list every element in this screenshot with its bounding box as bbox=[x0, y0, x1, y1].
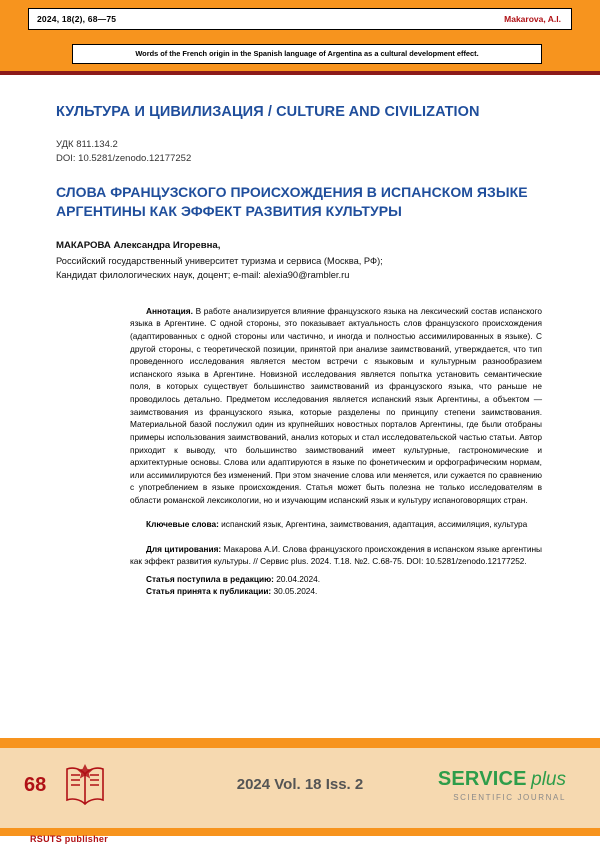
publisher-name: RSUTS publisher bbox=[30, 834, 109, 844]
section-heading: КУЛЬТУРА И ЦИВИЛИЗАЦИЯ / CULTURE AND CIVILIZATION bbox=[56, 104, 480, 120]
identifier-block bbox=[56, 138, 544, 167]
running-author: Makarova, A.I. bbox=[504, 14, 561, 24]
article-content bbox=[0, 78, 600, 598]
keywords-paragraph bbox=[130, 518, 542, 530]
top-orange-bar bbox=[0, 0, 600, 38]
received-date: 20.04.2024. bbox=[273, 573, 321, 584]
author-affiliation-2: Кандидат филологических наук, доцент; e-mail: alexia90@rambler.ru bbox=[56, 270, 350, 281]
citation-body: Макарова А.И. Слова французского происхождения в испанском языке аргентины как эффект развития культуры. // Сервис plus. 2024. Т.18. №2. С.68-75. DOI: 10.5281/zenodo.12177252. bbox=[130, 543, 542, 567]
abstract-paragraph bbox=[130, 305, 542, 507]
author-block bbox=[56, 239, 544, 283]
udk-code: УДК 811.134.2 bbox=[56, 139, 118, 150]
author-name: МАКАРОВА Александра Игоревна, bbox=[56, 240, 221, 252]
abstract-label: Аннотация. bbox=[146, 305, 193, 316]
running-title-box bbox=[72, 44, 542, 64]
journal-name-suffix: plus bbox=[531, 769, 566, 790]
issue-reference: 2024, 18(2), 68—75 bbox=[37, 14, 117, 24]
abstract-body: В работе анализируется влияние французского языка на лексический состав испанского языка в Аргентине. С одной стороны, это показывает актуальность слов французского происхождения (адаптированных с одной стороны или частично, и иногда и полностью ассимилированных в языке). С другой стороны, с теоретической позиции, принятой при анализе заимствований, утверждается, что тип проведенного исследования является местом встречи с языковым и культурным разнообразием испанского языка в Аргентине. Новизной исследования является попытка установить семантические поля, в которых существует большинство заимствований из французского языка, что раньше не проводилось детально. Предметом исследования является испанский язык Аргентины, а объектом — заимствования из французского языка, которые разделены по принципу степени заимствования. Материальной базой послужил один из крупнейших новостных порталов Аргентины, где были отобраны примеры использования заимствований, анализ которых и стал исследовательской частью статьи. Автор приходит к выводу, что большинство заимствований имеет культурные, гастрономические и архитектурные основы. Слова или адаптируются в языке по фонетическим и орфографическим нормам, или ассимилируются без изменений. При этом значение слова или меняется, или сужается по сравнению с употреблением в языке происхождения. Статья может быть полезна не только исследователям в области романской лексикологии, но и изучающим испанский язык и культуру испаноговорящих стран. bbox=[130, 305, 542, 505]
footer-top-stripe bbox=[0, 738, 600, 748]
running-title-text: Words of the French origin in the Spanish language of Argentina as a cultural development effect. bbox=[135, 49, 479, 59]
running-title-band bbox=[0, 38, 600, 72]
running-head-box bbox=[28, 8, 572, 30]
abstract-section bbox=[56, 305, 544, 598]
dates-block bbox=[130, 573, 542, 598]
journal-subtitle: SCIENTIFIC JOURNAL bbox=[453, 793, 566, 802]
page-number: 68 bbox=[24, 774, 47, 796]
journal-logo bbox=[438, 768, 566, 802]
issue-line: 2024 Vol. 18 Iss. 2 bbox=[236, 776, 364, 793]
received-label: Статья поступила в редакцию: bbox=[146, 573, 274, 584]
accepted-line bbox=[130, 585, 542, 597]
page-title: СЛОВА ФРАНЦУЗСКОГО ПРОИСХОЖДЕНИЯ В ИСПАНСКОМ ЯЗЫКЕ АРГЕНТИНЫ КАК ЭФФЕКТ РАЗВИТИЯ КУЛЬТУРЫ bbox=[56, 183, 528, 219]
page-footer bbox=[0, 738, 600, 848]
accepted-label: Статья принята к публикации: bbox=[146, 586, 272, 597]
received-line bbox=[130, 573, 542, 585]
accepted-date: 30.05.2024. bbox=[271, 586, 318, 597]
keywords-label: Ключевые слова: bbox=[146, 518, 219, 529]
citation-label: Для цитирования: bbox=[146, 543, 222, 554]
header-divider bbox=[0, 71, 600, 75]
journal-name: SERVICE bbox=[437, 768, 527, 790]
citation-paragraph bbox=[130, 543, 542, 568]
doi-code[interactable]: DOI: 10.5281/zenodo.12177252 bbox=[56, 153, 192, 165]
author-affiliation-1: Российский государственный университет туризма и сервиса (Москва, РФ); bbox=[56, 255, 383, 266]
keywords-body: испанский язык, Аргентина, заимствования, адаптация, ассимиляция, культура bbox=[218, 518, 528, 529]
